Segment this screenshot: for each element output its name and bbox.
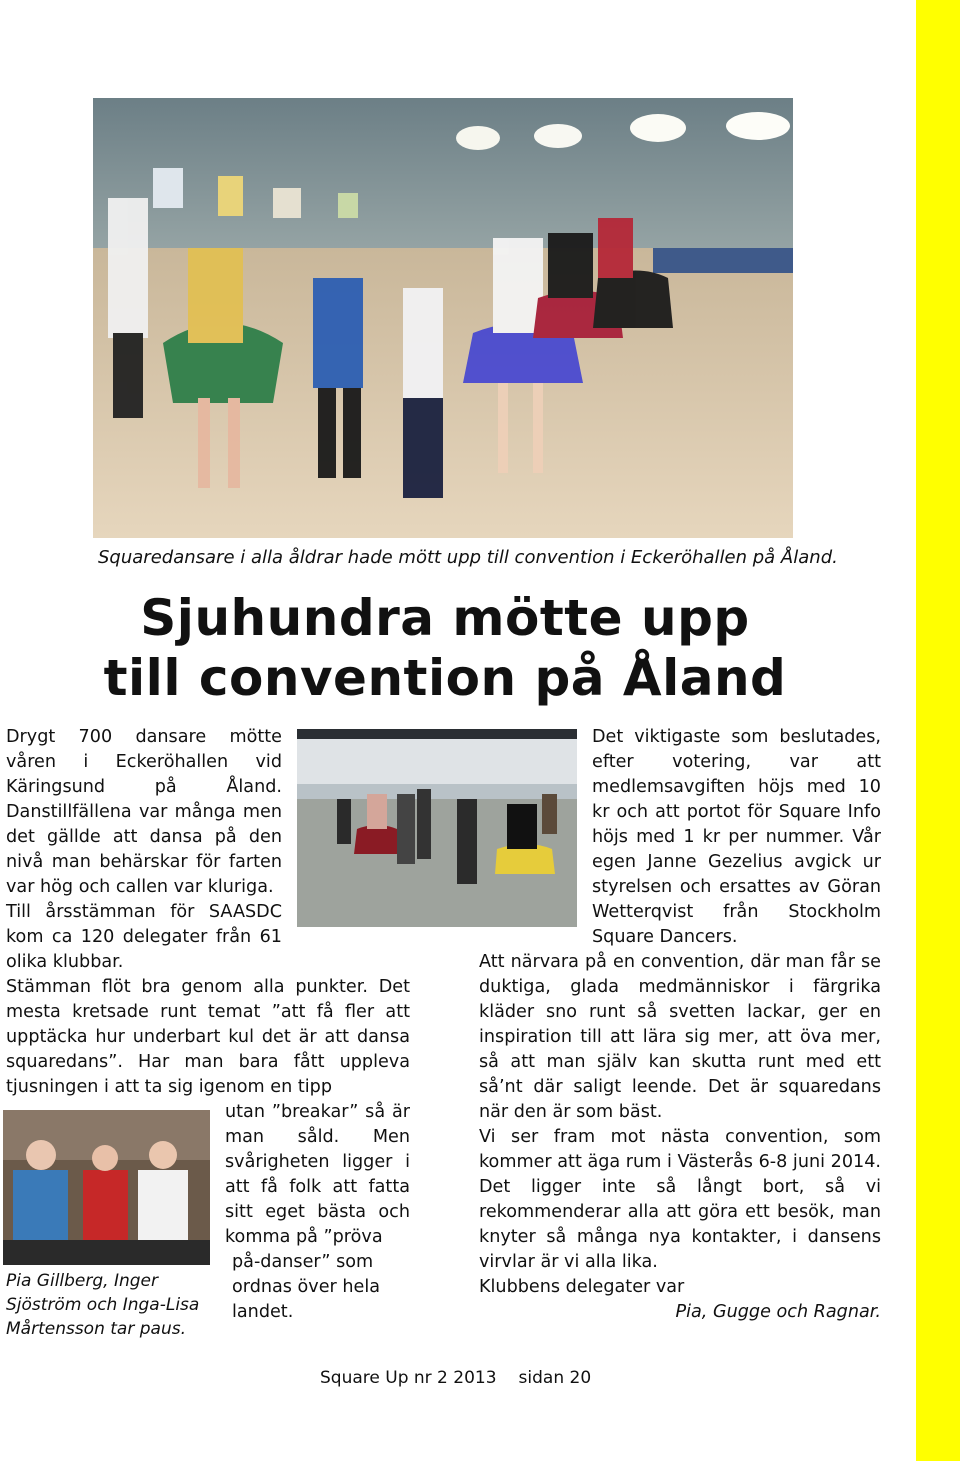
paragraph: utan ”breakar” så är man såld. Men svårigheten ligger i att få folk att fatta sitt eget bästa och komma på ”pröva [225,1102,410,1247]
article-col1-text-d [232,1250,410,1325]
dancers-floor-icon [297,729,577,927]
dancers-hall-photo-top [93,98,793,538]
paragraph: Till årsstämman för SAASDC kom ca 120 delegater från 61 olika klubbar. [6,902,282,972]
paragraph: Att närvara på en convention, där man får se duktiga, glada medmänniskor i färgrika kläder sno runt så svetten lackar, ger en inspiration till att lära sig mer, att öva mer, så att man själv kan skutta runt med ett så’nt där saligt leende. Det är squaredans när den är som bäst. [479,952,881,1122]
seated-people-icon [3,1110,210,1265]
signature: Pia, Gugge och Ragnar. [675,1302,881,1322]
article-col1-text-c [225,1100,410,1250]
page-number: sidan 20 [518,1368,592,1388]
seated-women-photo [3,1110,210,1265]
yellow-margin-bar [916,0,960,1461]
article-col2-text-a [592,725,881,950]
article-headline [80,588,810,708]
headline-line-1: Sjuhundra mötte upp [140,589,750,647]
paragraph: på-danser” som ordnas över hela landet. [232,1252,381,1322]
photo-caption-left: Pia Gillberg, Inger Sjöström och Inga-Lisa Mårtensson tar paus. [6,1271,200,1339]
dancers-hall-icon [93,98,793,538]
article-col1-text-a [6,725,282,975]
paragraph: Drygt 700 dansare mötte våren i Eckeröhallen vid Käringsund på Åland. Danstillfällena var många men det gällde att dansa på den nivå man behärskar för farten var hög och callen var kluriga. [6,727,282,897]
article-col2-text-b [479,950,881,1325]
headline-line-2: till convention på Åland [103,649,787,707]
paragraph: Det viktigaste som beslutades, efter votering, var att medlemsavgiften höjs med 10 kr och att portot för Square Info höjs med 1 kr per nummer. Vår egen Janne Gezelius avgick ur styrelsen och ersattes av Göran Wetterqvist från Stockholm Square Dancers. [592,727,881,947]
article-col1-text-b [6,975,410,1100]
paragraph: Klubbens delegater var [479,1277,685,1297]
paragraph: Vi ser fram mot nästa convention, som kommer att äga rum i Västerås 6-8 juni 2014. Det ligger inte så långt bort, så vi rekommenderar alla att göra ett besök, man knyter så många nya kontakter, i dansens virvlar är vi alla lika. [479,1127,881,1272]
paragraph: Stämman flöt bra genom alla punkter. Det mesta kretsade runt temat ”att få fler att upptäcka hur underbart kul det är att dansa squaredans”. Har man bara fått uppleva tjusningen i att ta sig igenom en tipp [6,977,410,1097]
dancers-hall-photo-middle [297,729,577,927]
photo-caption-top: Squaredansare i alla åldrar hade mött upp till convention i Eckeröhallen på Åland. [98,547,838,568]
publication-name: Square Up nr 2 2013 [320,1368,497,1388]
page-footer [320,1366,620,1390]
